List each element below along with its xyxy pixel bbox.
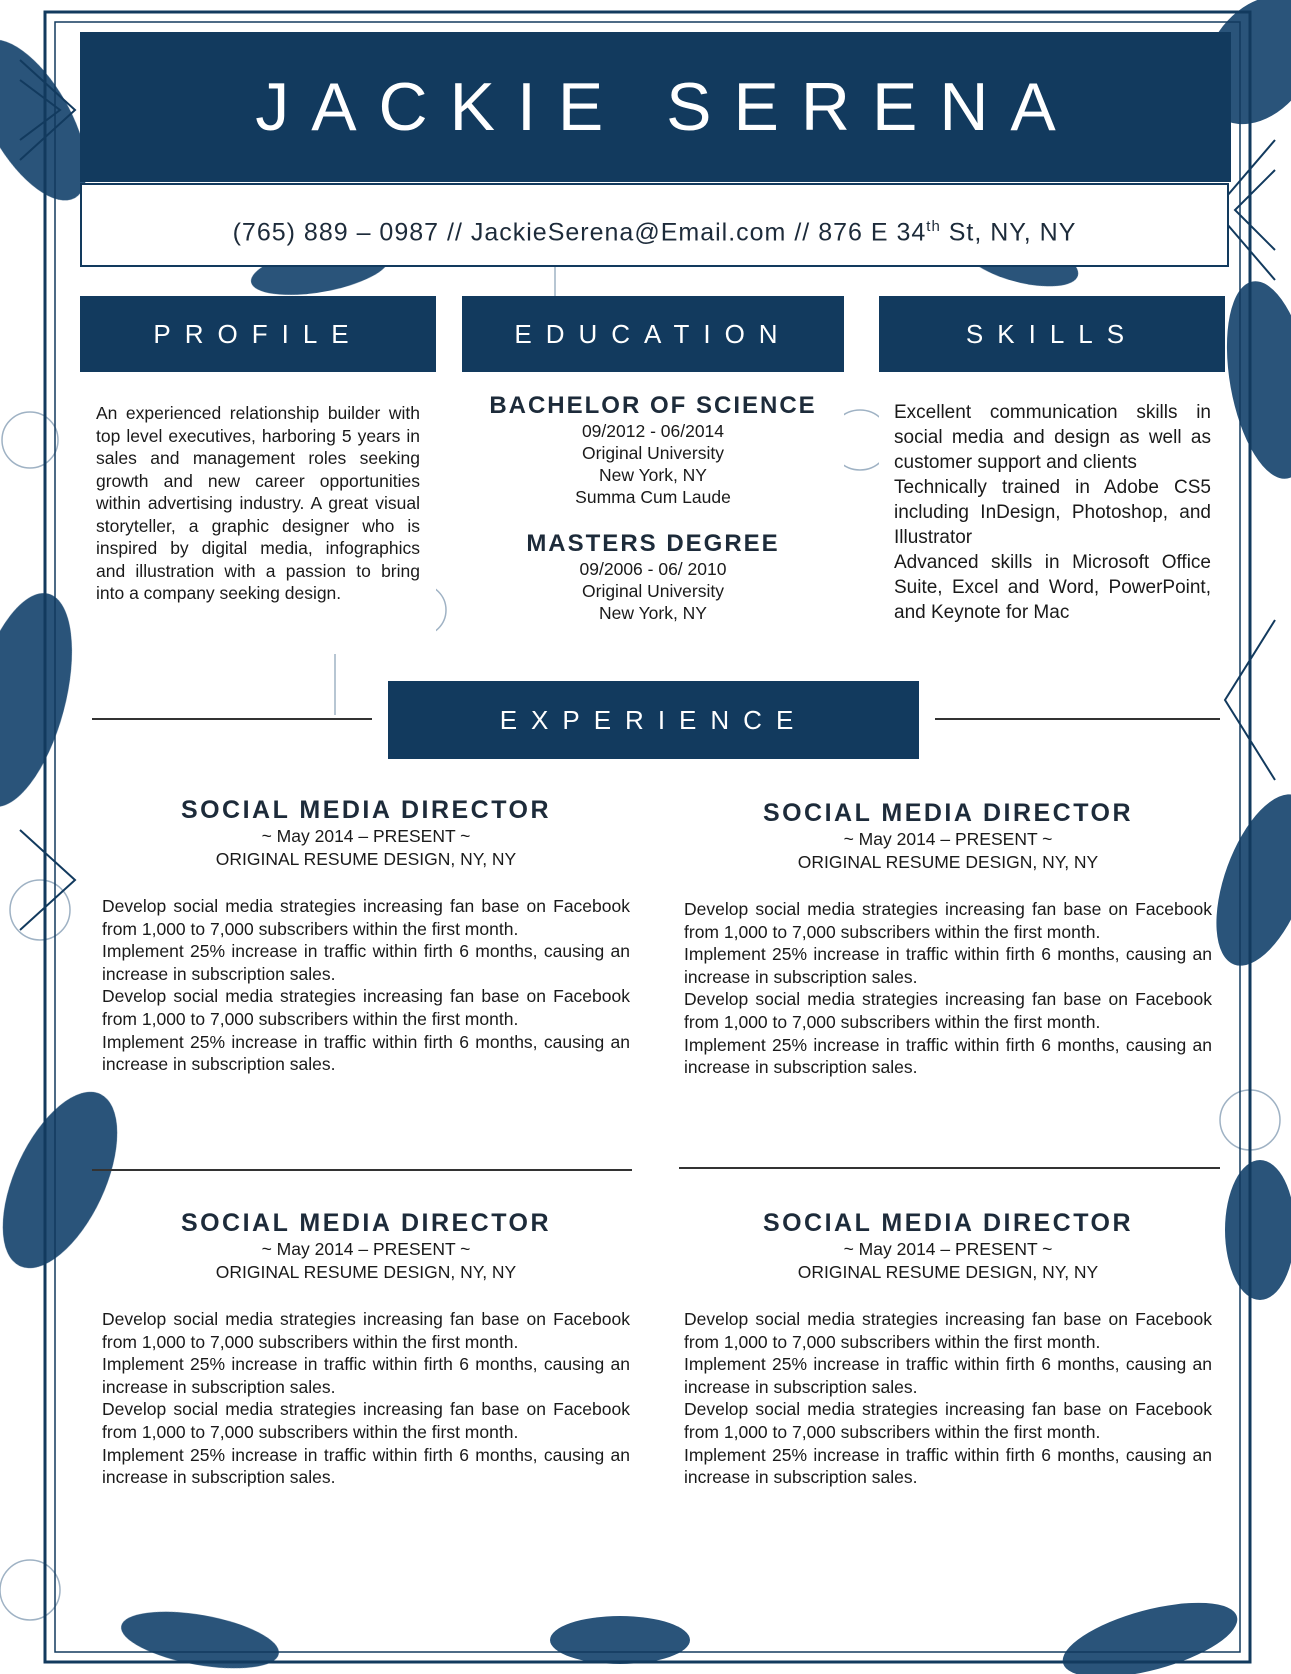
job-dates: ~ May 2014 – PRESENT ~ <box>261 826 471 846</box>
flower-shape <box>2 412 58 468</box>
degree-school: Original University <box>582 443 724 463</box>
job-bullet: Develop social media strategies increasing fan base on Facebook from 1,000 to 7,000 subscribers within the first month. <box>684 1309 1212 1352</box>
job-company: ORIGINAL RESUME DESIGN, NY, NY <box>215 1262 517 1282</box>
contact-bar <box>80 183 1229 267</box>
job-entry <box>684 799 1212 1079</box>
divider-line <box>92 718 372 720</box>
job-dates: ~ May 2014 – PRESENT ~ <box>843 1239 1053 1259</box>
skill-item: Advanced skills in Microsoft Office Suite, Excel and Word, PowerPoint, and Keynote for Mac <box>894 552 1211 623</box>
job-company: ORIGINAL RESUME DESIGN, NY, NY <box>215 849 517 869</box>
job-description <box>102 895 630 1076</box>
degree-school: Original University <box>582 581 724 601</box>
job-description <box>684 1308 1212 1489</box>
profile-heading: PROFILE <box>80 296 436 372</box>
degree-title: BACHELOR OF SCIENCE <box>489 392 817 419</box>
job-bullet: Implement 25% increase in traffic within firth 6 months, causing an increase in subscription sales. <box>102 1031 630 1075</box>
education-heading: EDUCATION <box>462 296 844 372</box>
phone: (765) 889 – 0987 <box>232 218 440 247</box>
email[interactable]: JackieSerena@Email.com <box>470 218 787 247</box>
leaf-shape <box>550 1616 690 1664</box>
job-entry <box>684 1209 1212 1489</box>
skills-panel <box>879 392 1225 632</box>
degree-dates: 09/2012 - 06/2014 <box>581 421 725 441</box>
experience-heading: EXPERIENCE <box>388 681 919 759</box>
profile-panel <box>80 372 436 654</box>
degree-title: MASTERS DEGREE <box>526 530 780 557</box>
degree-dates: 09/2006 - 06/ 2010 <box>579 559 727 579</box>
job-title: SOCIAL MEDIA DIRECTOR <box>762 1209 1134 1237</box>
flower-shape <box>10 880 70 940</box>
address-ordinal: th <box>926 218 941 235</box>
job-bullet: Implement 25% increase in traffic within firth 6 months, causing an increase in subscription sales. <box>684 1034 1212 1078</box>
skills-heading: SKILLS <box>879 296 1225 372</box>
divider-line <box>679 1167 1220 1169</box>
leaf-shape <box>1225 1160 1291 1300</box>
job-entry <box>102 796 630 1076</box>
job-dates: ~ May 2014 – PRESENT ~ <box>843 829 1053 849</box>
separator: // <box>439 218 471 247</box>
job-bullet: Implement 25% increase in traffic within firth 6 months, causing an increase in subscription sales. <box>684 1354 1212 1397</box>
job-bullet: Implement 25% increase in traffic within firth 6 months, causing an increase in subscription sales. <box>102 1444 630 1488</box>
degree-location: New York, NY <box>599 603 707 623</box>
address-city: St, NY, NY <box>940 218 1077 247</box>
job-company: ORIGINAL RESUME DESIGN, NY, NY <box>797 852 1099 872</box>
job-title: SOCIAL MEDIA DIRECTOR <box>762 799 1134 827</box>
job-description <box>684 898 1212 1079</box>
divider-line <box>935 718 1220 720</box>
job-bullet: Implement 25% increase in traffic within firth 6 months, causing an increase in subscription sales. <box>102 1354 630 1397</box>
diamond-ornament <box>20 830 75 930</box>
name-banner <box>80 32 1231 182</box>
job-description <box>102 1308 630 1489</box>
job-bullet: Implement 25% increase in traffic within firth 6 months, causing an increase in subscription sales. <box>102 941 630 984</box>
job-bullet: Develop social media strategies increasing fan base on Facebook from 1,000 to 7,000 subscribers within the first month. <box>684 1399 1212 1442</box>
education-panel <box>462 392 844 680</box>
profile-text: An experienced relationship builder with top level executives, harboring 5 years in sales and management roles seeking growth and new career opportunities within advertising industry. A great visual storyteller, a graphic designer who is inspired by digital media, infographics and illustration with a passion to bring into a company seeking design. <box>96 403 420 603</box>
separator: // <box>786 218 819 247</box>
job-bullet: Develop social media strategies increasing fan base on Facebook from 1,000 to 7,000 subscribers within the first month. <box>102 986 630 1029</box>
skill-item: Technically trained in Adobe CS5 including InDesign, Photoshop, and Illustrator <box>894 477 1211 548</box>
job-title: SOCIAL MEDIA DIRECTOR <box>180 1209 552 1237</box>
flower-shape <box>0 1560 60 1620</box>
job-title: SOCIAL MEDIA DIRECTOR <box>180 796 552 824</box>
job-dates: ~ May 2014 – PRESENT ~ <box>261 1239 471 1259</box>
degree-honor: Summa Cum Laude <box>575 487 731 507</box>
job-company: ORIGINAL RESUME DESIGN, NY, NY <box>797 1262 1099 1282</box>
job-bullet: Develop social media strategies increasing fan base on Facebook from 1,000 to 7,000 subscribers within the first month. <box>102 1399 630 1442</box>
diamond-ornament <box>1235 170 1275 250</box>
address: 876 E 34 <box>818 218 927 247</box>
job-bullet: Develop social media strategies increasing fan base on Facebook from 1,000 to 7,000 subscribers within the first month. <box>102 896 630 939</box>
job-entry <box>102 1209 630 1489</box>
degree-location: New York, NY <box>599 465 707 485</box>
divider-line <box>92 1169 632 1171</box>
candidate-name: JACKIE SERENA <box>255 69 1078 145</box>
job-bullet: Develop social media strategies increasing fan base on Facebook from 1,000 to 7,000 subscribers within the first month. <box>684 899 1212 942</box>
job-bullet: Develop social media strategies increasing fan base on Facebook from 1,000 to 7,000 subscribers within the first month. <box>102 1309 630 1352</box>
job-bullet: Develop social media strategies increasing fan base on Facebook from 1,000 to 7,000 subscribers within the first month. <box>684 989 1212 1032</box>
job-bullet: Implement 25% increase in traffic within firth 6 months, causing an increase in subscription sales. <box>684 944 1212 987</box>
contact-line <box>82 185 1227 274</box>
job-bullet: Implement 25% increase in traffic within firth 6 months, causing an increase in subscription sales. <box>684 1444 1212 1488</box>
skill-item: Excellent communication skills in social media and design as well as customer support and clients <box>894 402 1211 473</box>
